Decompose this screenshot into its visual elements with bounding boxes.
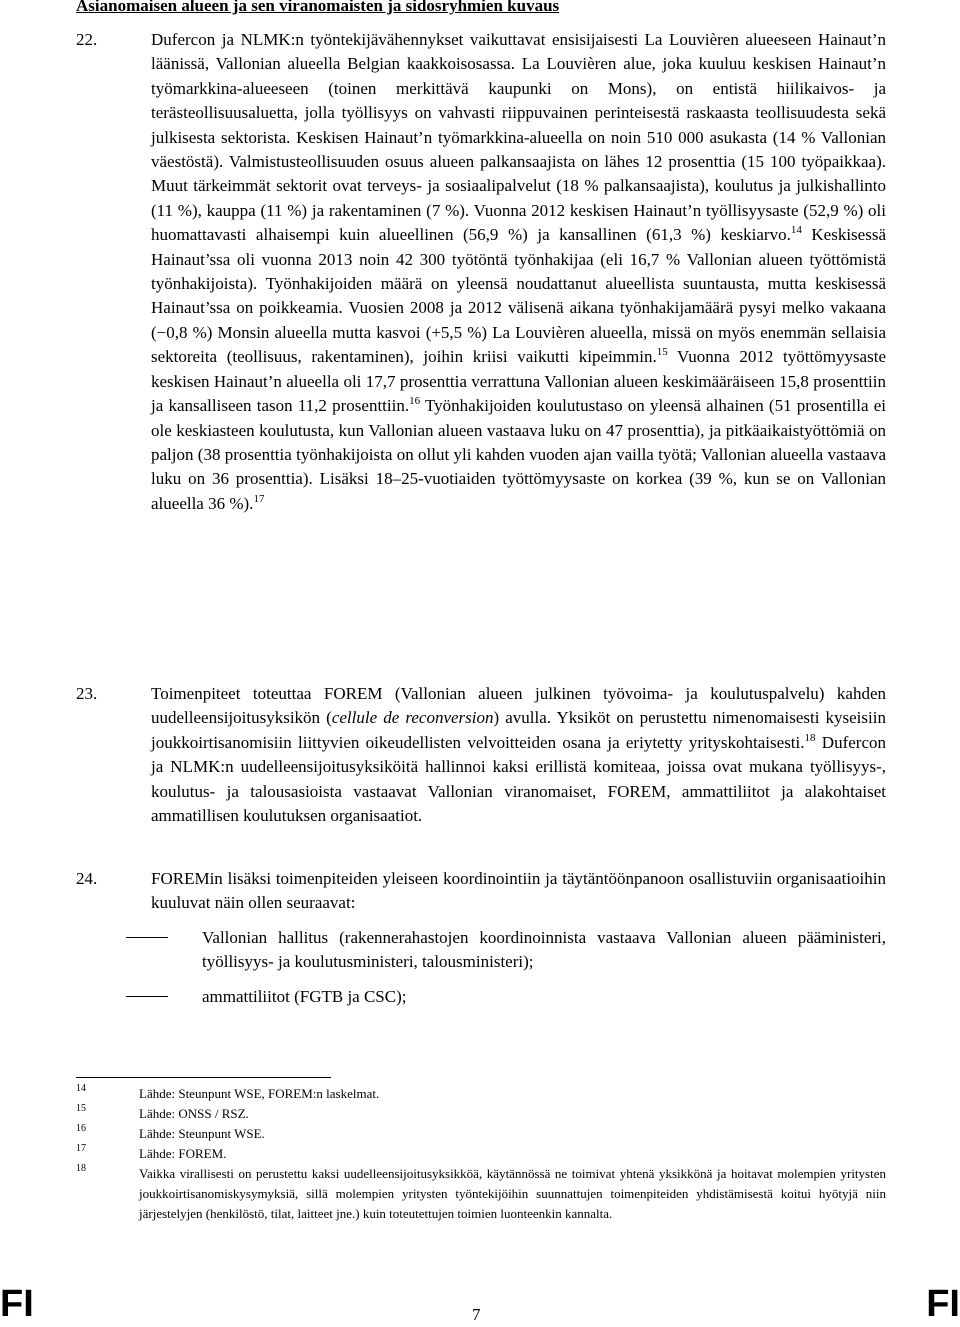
italic-term: cellule de reconversion [331, 708, 494, 728]
footnote-ref[interactable]: 18 [804, 731, 816, 744]
footnote-number: 18 [76, 1163, 86, 1174]
dash-marker [126, 996, 168, 997]
paragraph-text: FOREMin lisäksi toimenpiteiden yleiseen koordinointiin ja täytäntöönpanoon osallistuviin organisaatioihin kuuluvat näin ollen seuraavat: [151, 869, 886, 913]
paragraph-text: ) avulla. Yksiköt on perustettu nimenomaisesti kyseisiin joukkoirtisanomisiin liittyvien oikeudellisten velvoitteiden osana ja eriytetty yrityskohtaisesti. [151, 708, 886, 752]
footnote-number: 16 [76, 1123, 86, 1134]
footnote-separator [76, 1077, 331, 1078]
paragraph-text: Dufercon ja NLMK:n työntekijävähennykset vaikuttavat ensisijaisesti La Louvièren alueeseen Hainaut’n läänissä, Vallonian alueella Belgian kaakkoisosassa. La Louvièren alue, joka kuuluu keskisen Hainaut’n työmarkkina-alueeseen (toinen merkittävä kaupunki on Mons), on entistä hiilikaivos- ja terästeollisuusaluetta, jolla työllisyys on vahvasti riippuvainen perinteisestä raskaasta teollisuudesta sekä julkisesta sektorista. Keskisen Hainaut’n työmarkkina-alueella on noin 510 000 asukasta (14 % Vallonian väestöstä). Valmistusteollisuuden osuus alueen palkansaajista on lähes 12 prosenttia (15 100 työpaikkaa). Muut tärkeimmät sektorit ovat terveys- ja sosiaalipalvelut (18 % palkansaajista), koulutus ja julkishallinto (11 %), kauppa (11 %) ja rakentaminen (7 %). Vuonna 2012 keskisen Hainaut’n työllisyysaste (52,9 %) oli huomattavasti alhaisempi kuin alueellinen (56,9 %) ja kansallinen (61,3 %) keskiarvo. [151, 30, 886, 245]
section-heading: Asianomaisen alueen ja sen viranomaisten ja sidosryhmien kuvaus [76, 0, 560, 15]
paragraph-22 [76, 28, 886, 516]
footnote-number: 14 [76, 1083, 86, 1094]
footnote-item [76, 1124, 886, 1144]
footnote-ref[interactable]: 14 [790, 224, 802, 237]
paragraph-text: Vuonna 2012 työttömyysaste keskisen Hainaut’n alueella oli 17,7 prosenttia verrattuna Vallonian alueen keskimääräiseen 15,8 prosenttiin ja kansalliseen tason 11,2 prosenttiin. [151, 347, 886, 416]
paragraph-body [151, 682, 886, 828]
bullet-item [126, 985, 886, 1009]
paragraph-23 [76, 682, 886, 828]
bullet-item [126, 926, 886, 975]
paragraph-24 [76, 867, 886, 916]
footnote-number: 15 [76, 1103, 86, 1114]
footnote-text: Lähde: ONSS / RSZ. [139, 1106, 249, 1121]
paragraph-body [151, 28, 886, 516]
paragraph-text: Keskisessä Hainaut’ssa oli vuonna 2013 noin 42 300 työtöntä työnhakijaa (eli 16,7 % Vallonian alueen työttömistä työnhakijoista). Työnhakijoiden määrä on yleensä noudattanut alueellista suuntausta, mutta keskisessä Hainaut’ssa on poikkeamia. Vuosien 2008 ja 2012 välisenä aikana työnhakijamäärä pysyi melko vakaana (−0,8 %) Monsin alueella mutta kasvoi (+5,5 %) La Louvièren alueella, missä on myös enemmän sellaisia sektoreita (teollisuus, rakentaminen), joihin kriisi vaikutti kipeimmin. [151, 225, 886, 367]
footnote-text: Lähde: FOREM. [139, 1146, 227, 1161]
bullet-text: Vallonian hallitus (rakennerahastojen koordinoinnista vastaava Vallonian alueen pääministeri, työllisyys- ja koulutusministeri, talousministeri); [202, 928, 886, 972]
footnote-text: Lähde: Steunpunt WSE, FOREM:n laskelmat. [139, 1086, 380, 1101]
language-code-right: FI [926, 1283, 960, 1325]
footnote-ref[interactable]: 17 [253, 492, 265, 505]
footnotes [76, 1084, 886, 1224]
footnote-ref[interactable]: 16 [409, 395, 421, 408]
language-code-left: FI [0, 1283, 34, 1325]
paragraph-number: 24. [76, 869, 98, 888]
footnote-ref[interactable]: 15 [656, 346, 668, 359]
paragraph-text: Toimenpiteet toteuttaa FOREM (Vallonian alueen julkinen työvoima- ja koulutuspalvelu) kahden uudelleensijoitusyksikön ( [151, 684, 886, 728]
footnote-item [76, 1164, 886, 1224]
paragraph-number: 22. [76, 30, 98, 49]
paragraph-text: Työnhakijoiden koulutustaso on yleensä alhainen (51 prosentilla ei ole keskiasteen koulutusta, kun Vallonian alueen vastaava luku on 47 prosenttia), ja pitkäaikaistyöttömiä on paljon (38 prosenttia työnhakijoista on ollut yli kahden vuoden ajan vailla työtä; Vallonian alueella vastaava luku on 36 prosenttia). Lisäksi 18–25-vuotiaiden työttömyysaste on korkea (39 %, kun se on Vallonian alueella 36 %). [151, 396, 886, 513]
page-number: 7 [472, 1305, 481, 1324]
footnote-number: 17 [76, 1143, 86, 1154]
footnote-text: Vaikka virallisesti on perustettu kaksi uudelleensijoitusyksikköä, käytännössä ne toimivat yhtenä yksikkönä ja hoitavat molempien yritysten joukkoirtisanomiskysymyksiä, sillä molempien yritysten työntekijöihin suunnattujen toimenpiteiden yhdistämisestä koitui hyötyjä niin järjestelyjen (henkilöstö, tilat, laitteet jne.) kuin toteutettujen toimien luonteenkin kannalta. [139, 1166, 886, 1221]
footnote-text: Lähde: Steunpunt WSE. [139, 1126, 265, 1141]
dash-marker [126, 937, 168, 938]
footnote-item [76, 1104, 886, 1124]
footnote-item [76, 1084, 886, 1104]
paragraph-number: 23. [76, 684, 98, 703]
bullet-text: ammattiliitot (FGTB ja CSC); [202, 987, 407, 1006]
footnote-item [76, 1144, 886, 1164]
paragraph-body [151, 867, 886, 916]
paragraph-text: Dufercon ja NLMK:n uudelleensijoitusyksiköitä hallinnoi kaksi erillistä komiteaa, joissa ovat mukana työllisyys-, koulutus- ja talousasioista vastaavat Vallonian viranomaiset, FOREM, ammattiliitot ja alakohtaiset ammatillisen koulutuksen organisaatiot. [151, 732, 886, 826]
